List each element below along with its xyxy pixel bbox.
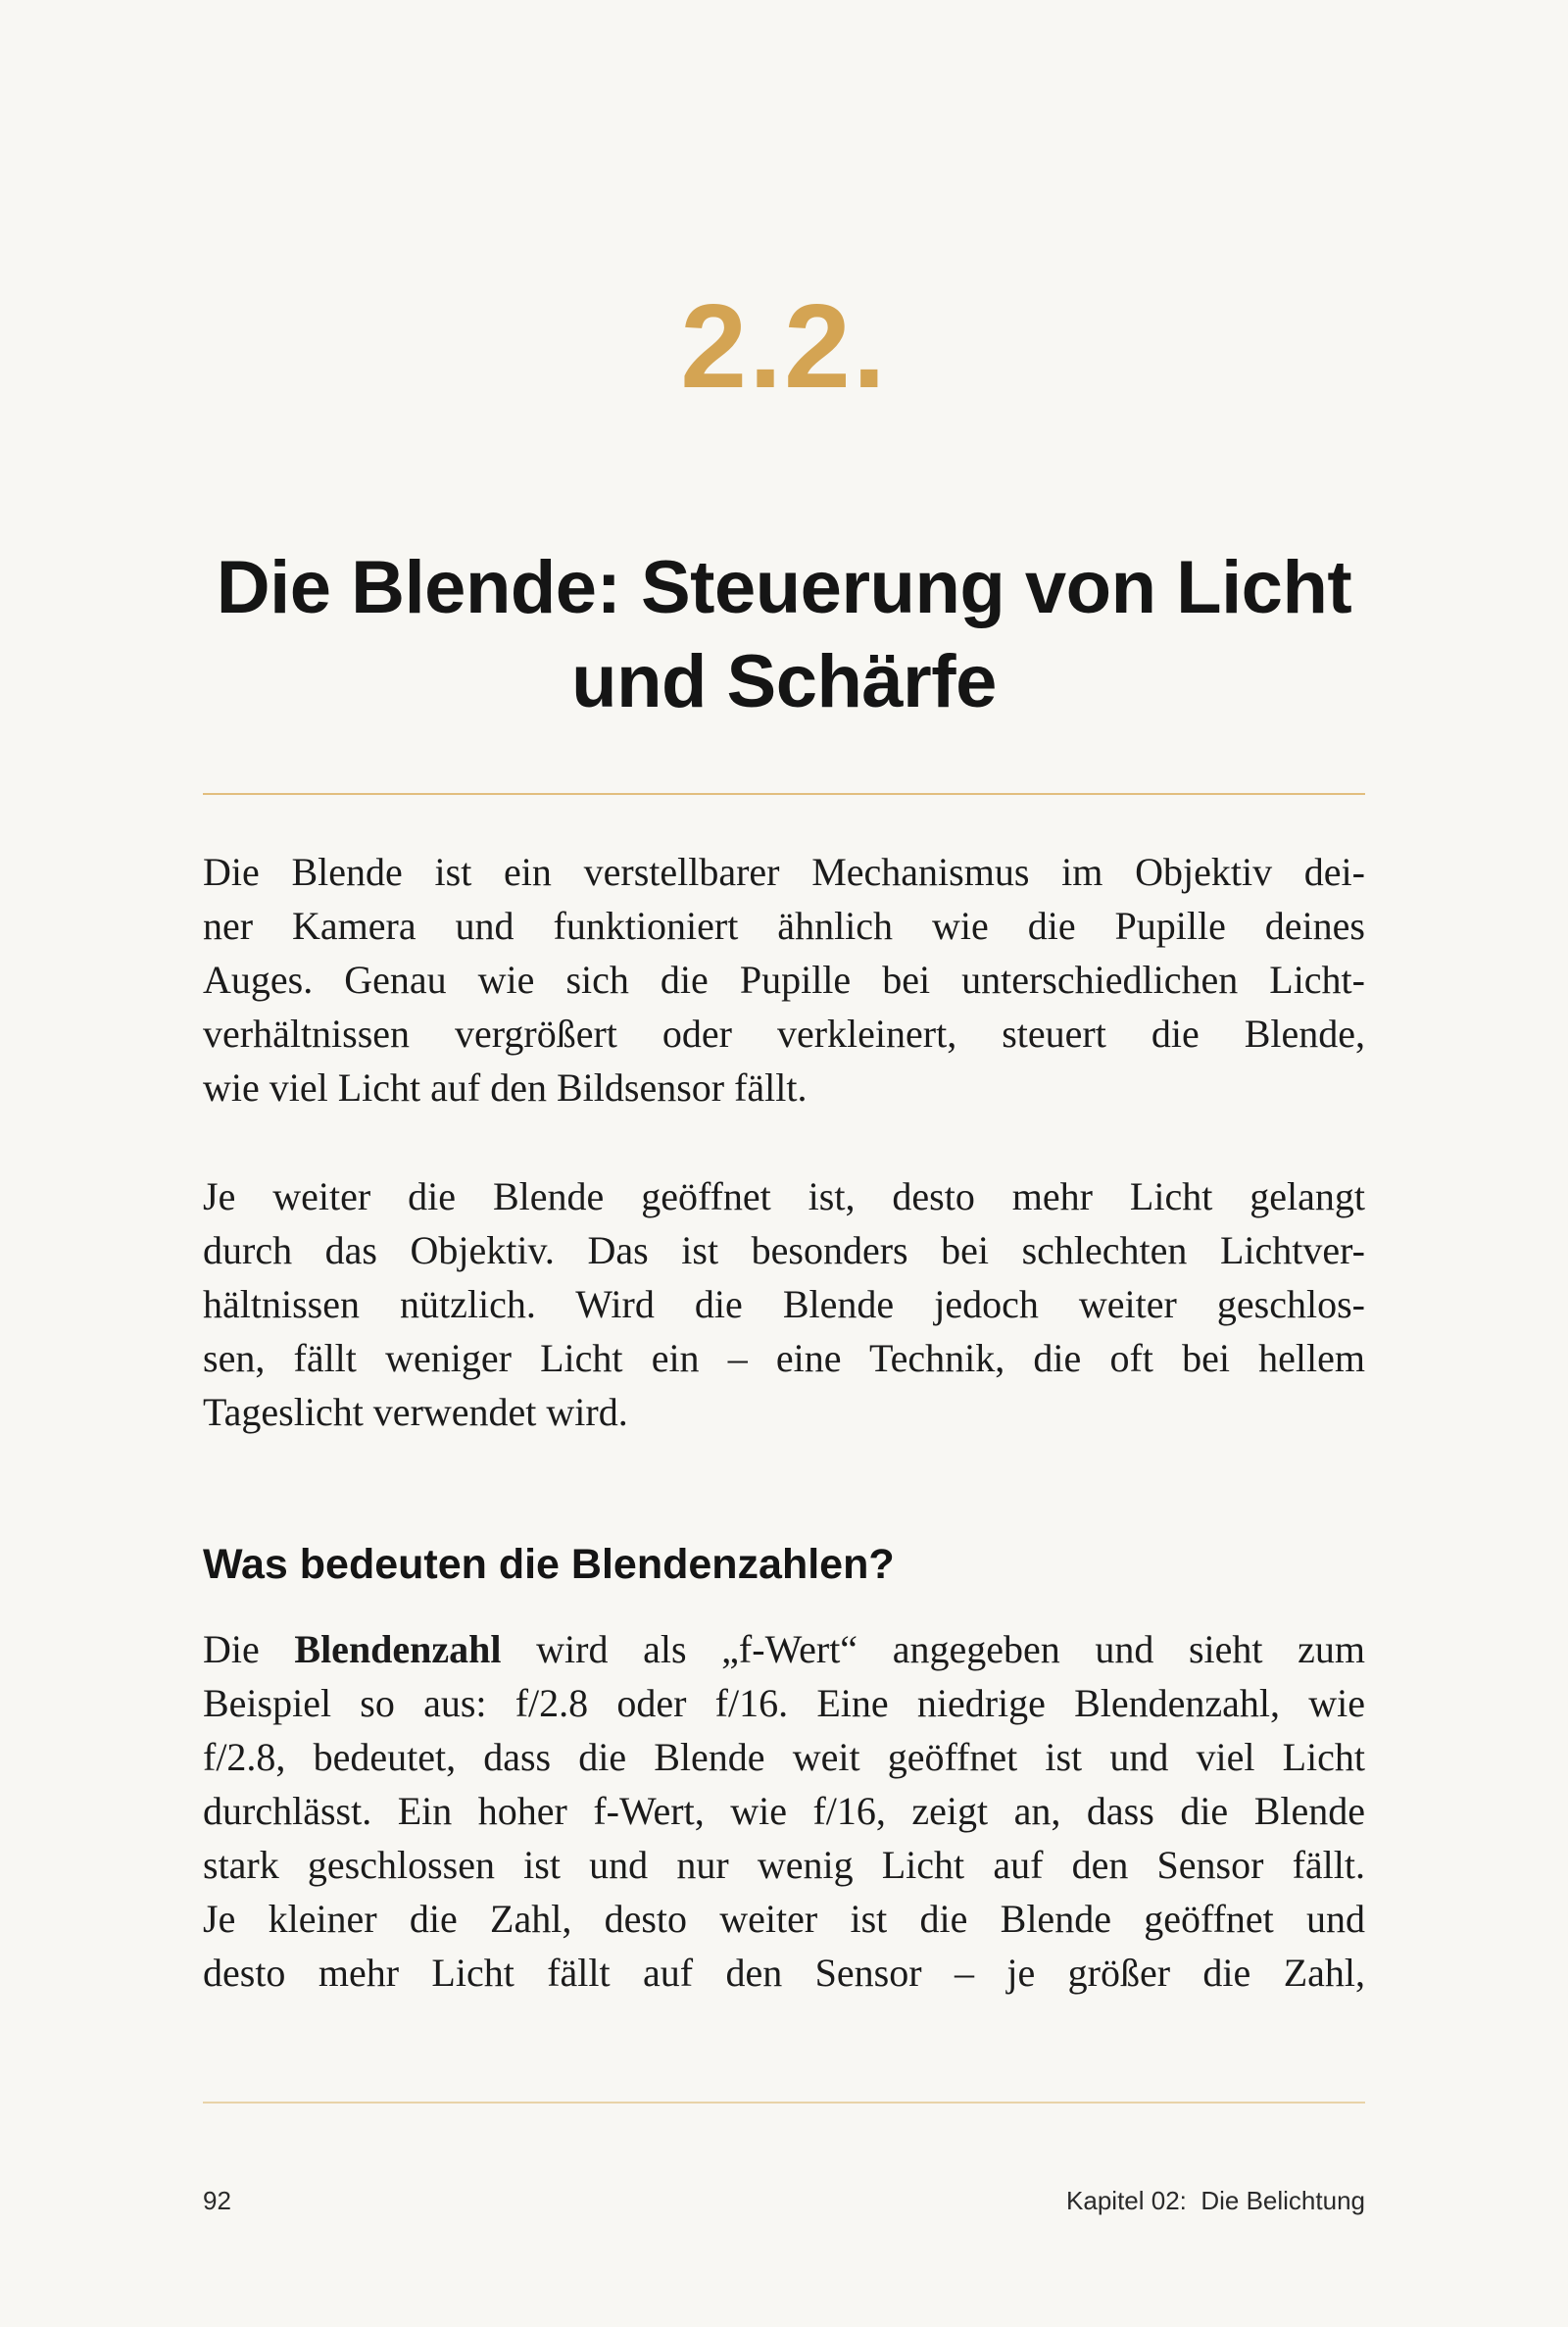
text-line: Je kleiner die Zahl, desto weiter ist die Blende geöffnet und: [203, 1897, 1365, 1941]
subsection-heading: Was bedeuten die Blendenzahlen?: [203, 1541, 895, 1588]
top-divider: [203, 793, 1365, 795]
text-line: stark geschlossen ist und nur wenig Licht auf den Sensor fällt.: [203, 1843, 1365, 1887]
text-line: hältnissen nützlich. Wird die Blende jedoch weiter geschlos-: [203, 1282, 1365, 1326]
text-line: durchlässt. Ein hoher f-Wert, wie f/16, zeigt an, dass die Blende: [203, 1789, 1365, 1833]
text-line: ner Kamera und funktioniert ähnlich wie die Pupille deines: [203, 904, 1365, 948]
text-line: Je weiter die Blende geöffnet ist, desto mehr Licht gelangt: [203, 1174, 1365, 1218]
bold-term: Blendenzahl: [294, 1627, 502, 1671]
paragraph-aperture-light: [203, 1169, 1365, 1439]
text-line: sen, fällt weniger Licht ein – eine Technik, die oft bei hellem: [203, 1336, 1365, 1380]
page-number: 92: [203, 2186, 231, 2215]
text-run: Die: [203, 1627, 295, 1671]
text-line: Die Blende ist ein verstellbarer Mechanismus im Objektiv dei-: [203, 850, 1365, 894]
text-run: wird als „f-Wert“ angegeben und sieht zum: [501, 1627, 1365, 1671]
text-line: Beispiel so aus: f/2.8 oder f/16. Eine niedrige Blendenzahl, wie: [203, 1681, 1365, 1725]
bottom-divider: [203, 2102, 1365, 2104]
paragraph-f-numbers: [203, 1622, 1365, 2000]
text-line: durch das Objektiv. Das ist besonders bei schlechten Lichtver-: [203, 1228, 1365, 1272]
text-line: desto mehr Licht fällt auf den Sensor – je größer die Zahl,: [203, 1951, 1365, 1995]
text-line: Auges. Genau wie sich die Pupille bei unterschiedlichen Licht-: [203, 958, 1365, 1002]
paragraph-intro: [203, 845, 1365, 1114]
text-line: wie viel Licht auf den Bildsensor fällt.: [203, 1065, 808, 1110]
text-line: [203, 1622, 1365, 1676]
chapter-title: Die Blende: Steuerung von Licht und Schärfe: [216, 546, 1352, 723]
text-line: f/2.8, bedeutet, dass die Blende weit geöffnet ist und viel Licht: [203, 1735, 1365, 1779]
section-number: 2.2.: [680, 279, 888, 413]
text-line: verhältnissen vergrößert oder verkleinert, steuert die Blende,: [203, 1012, 1365, 1056]
text-line: Tageslicht verwendet wird.: [203, 1390, 628, 1434]
running-footer-chapter: Kapitel 02: Die Belichtung: [1066, 2186, 1365, 2215]
